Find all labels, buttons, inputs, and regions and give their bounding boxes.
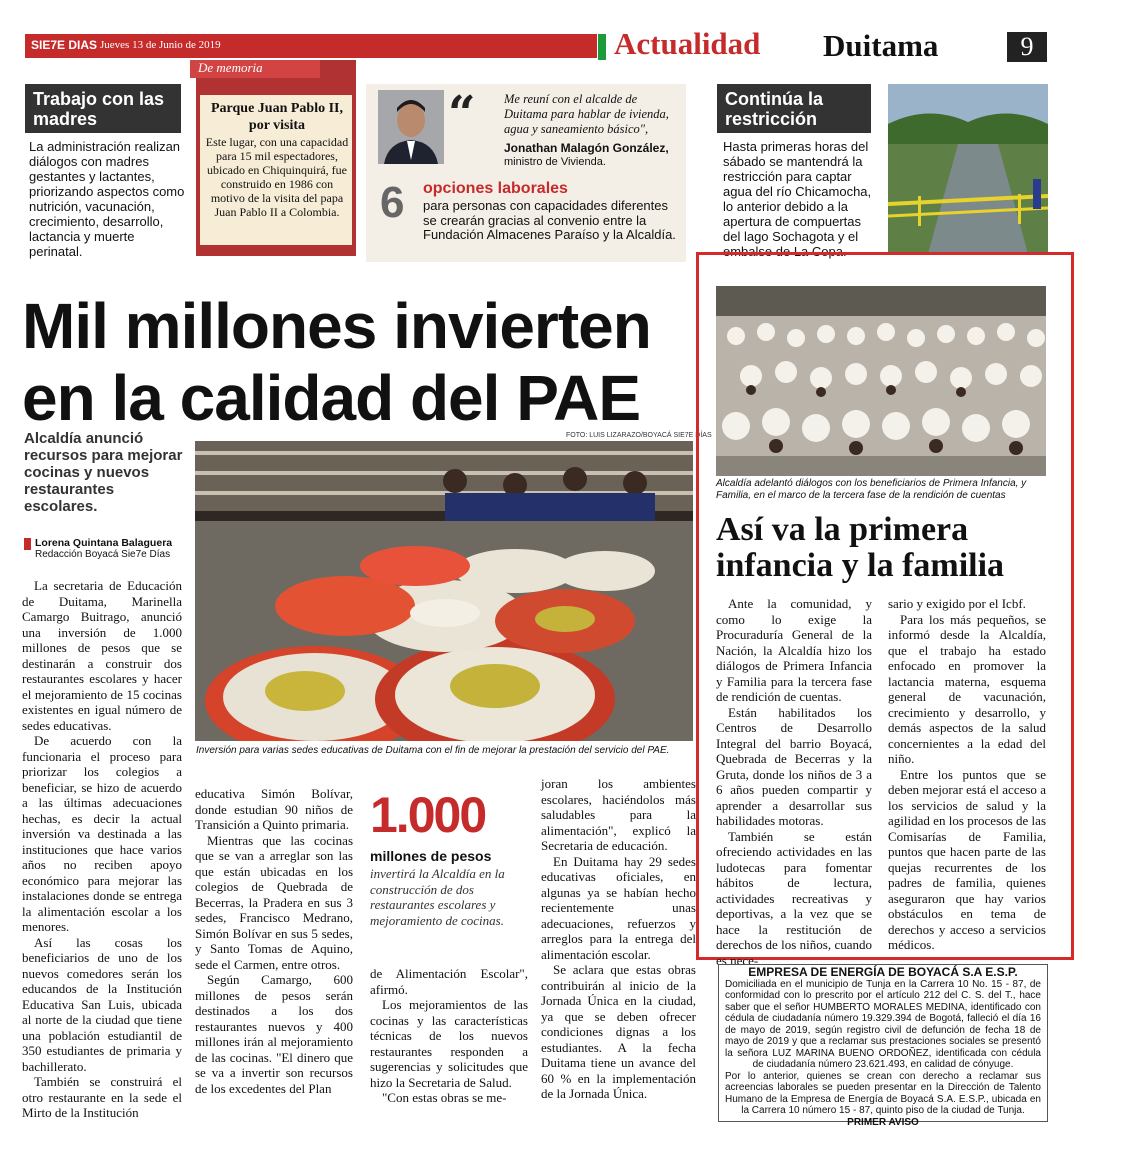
section-flag <box>598 34 606 60</box>
opciones-text: para personas con capacidades diferentes se crearán gracias al convenio entre la Fundación Almacenes Paraíso y la Alcaldía. <box>423 198 676 242</box>
notice-body: Domiciliada en el municipio de Tunja en la Carrera 10 No. 15 - 87, de conformidad con lo prescrito por el artículo 212 del C. S. del T., hace saber que el señor HUMBERTO MORALES MEDINA, identificado con cédula de ciudadanía número 19.329.394 de Bogotá, falleció el día 16 de mayo de 2019, según registro civil de defunción de fecha 18 de mayo de 2019 y que a reclamar sus prestaciones sociales se presentó la señora LUZ MARINA BUENO ORDOÑEZ, identificada con cédula de ciudadanía número 23.621.493, en calidad de cónyuge. <box>725 978 1041 1070</box>
notice-aviso: PRIMER AVISO <box>847 1116 919 1128</box>
byline-org: Redacción Boyacá Sie7e Días <box>35 549 171 560</box>
restriccion-text: Hasta primeras horas del sábado se mantendrá la restricción para captar agua del río Chicamocha, lo anterior debido a la apertura de compuertas del lago Sochagota y el embalse de La Copa. <box>723 139 872 259</box>
quote-marks-icon: “ <box>448 86 476 142</box>
minister-photo <box>378 90 444 164</box>
quote-role: ministro de Vivienda. <box>504 156 606 168</box>
paragraph: "Con estas obras se me- <box>382 1090 507 1105</box>
quote-author: Jonathan Malagón González, <box>504 141 669 155</box>
paragraph: En Duitama hay 29 sedes educativas oficiales, en algunas ya se habían hecho recientemente unas adecuaciones, refuerzos y arreglos para la entrega del alimentación escolar. <box>541 853 696 962</box>
paragraph: Según Camargo, 600 millones de pesos serán destinados a los dos restaurantes nuevos y 400 millones irán al mejoramiento de las cocinas. "El dinero que se va a invertir son recursos de los excedentes del Plan <box>195 972 353 1096</box>
paragraph: También se están ofreciendo actividades en las ludotecas para fomentar hábitos de lectura, actividades recreativas y deportivas, a la vez que se hace la restitución de derechos de los niños, cuando es nece- <box>716 828 872 968</box>
paragraph: La secretaria de Educación de Duitama, Marinella Camargo Buitrago, anunció una inversión de 1.000 millones de pesos que se destinarán a construir dos restaurantes escolares y hacer el mejoramiento de 15 cocinas existentes en igual número de sedes educativas. <box>22 578 182 733</box>
legal-notice <box>718 964 1048 1128</box>
paragraph: Se aclara que estas obras contribuirán al inicio de la Jornada Única en la ciudad, ya que se deben ofrecer condiciones dignas a los estudiantes. A la fecha Duitama tiene un avance del 60 % en la implementación de la Jornada Única. <box>541 962 696 1101</box>
side-headline: Así va la primera infancia y la familia <box>716 511 1005 584</box>
memoria-text: Este lugar, con una capacidad para 15 mil espectadores, ubicado en Chiquinquirá, fue construido en 1986 con motivo de la visita del papa Juan Pablo II a Colombia. <box>205 135 349 219</box>
paragraph: Mientras que las cocinas que se van a arreglar son las que están ubicadas en los colegios de Quebrada de Becerras, la Pradera en sus 3 sedes, Francisco Medrano, Simón Bolívar en sus 5 sedes, y Santo Tomas de Aquino, sede el Carmen, entre otros. <box>195 832 353 972</box>
paragraph: De acuerdo con la funcionaria el proceso para priorizar los colegios a beneficiar, se hizo de acuerdo a las últimas adecuaciones hechas, es decir la actual inversión va destinada a las instituciones que hace varios años no reciben apoyo económico para mejorar las instalaciones donde se entrega la alimentación escolar a los menores. <box>22 733 182 934</box>
main-column-3 <box>370 966 528 1106</box>
main-subhead: Alcaldía anunció recursos para mejorar cocinas y nuevos restaurantes escolares. <box>24 430 183 515</box>
madres-title: Trabajo con las madres <box>25 84 181 133</box>
river-photo <box>888 84 1048 254</box>
paragraph: También se construirá el otro restaurante en la sede el Mirto de la Institución <box>22 1074 182 1120</box>
main-column-4 <box>541 776 696 1102</box>
restriccion-title: Continúa la restricción <box>717 84 871 133</box>
memoria-tab: De memoria <box>190 60 320 78</box>
opciones-title: opciones laborales <box>423 180 568 197</box>
madres-text: La administración realizan diálogos con madres gestantes y lactantes, priorizando aspectos como nutrición, vacunación, crecimiento, desarrollo, lactancia y muerte perinatal. <box>29 139 185 259</box>
section-city: Duitama <box>823 28 939 63</box>
highlight-number: 1.000 <box>370 787 486 843</box>
paragraph: Están habilitados los Centros de Desarrollo Integral del barrio Boyacá, Quebrada de Becerras y la Gruta, donde los niños de 3 a 6 años pueden compartir y aprender a desarrollar sus habilidades motoras. <box>716 704 872 828</box>
notice-title: EMPRESA DE ENERGÍA DE BOYACÁ S.A E.S.P. <box>748 965 1018 979</box>
paragraph: educativa Simón Bolívar, donde estudian 90 niños de Transición a Quinto primaria. <box>195 786 353 832</box>
opciones-number: 6 <box>380 178 405 227</box>
notice-body: Por lo anterior, quienes se crean con derecho a reclamar sus acreencias laborales se pueden presentar en la Dirección de Talento Humano de la Empresa de Energía de Boyacá S.A. E.S.P., ubicada en la Carrera 10 número 15 - 87, quinto piso de la ciudad de Tunja. <box>725 1070 1041 1116</box>
paragraph: sario y exigido por el Icbf. <box>888 596 1026 611</box>
byline-name: Lorena Quintana Balaguera <box>35 537 173 549</box>
side-column-2 <box>888 596 1046 953</box>
side-column-1 <box>716 596 872 968</box>
photo-credit: FOTO: LUIS LIZARAZO/BOYACÁ SIE7E DÍAS <box>566 432 712 439</box>
main-column-2 <box>195 786 353 1096</box>
memoria-title: Parque Juan Pablo II, por visita <box>211 101 343 133</box>
quote-text: Me reuní con el alcalde de Duitama para hablar de ivienda, agua y saneamiento básico", <box>504 92 669 136</box>
crowd-photo <box>716 286 1046 476</box>
food-plates-photo <box>195 441 693 741</box>
paragraph: Para los más pequeños, se informó desde la Alcaldía, que el trabajo ha estado enfocado en promover la lactancia materna, esquema general de vacunación, crecimiento y desarrollo, y demás aspectos de la salud concernientes a la edad del niño. <box>888 611 1046 766</box>
byline-marker <box>24 538 31 550</box>
crowd-photo-caption: Alcaldía adelantó diálogos con los beneficiarios de Primera Infancia, y Familia, en el marco de la tercera fase de la rendición de cuentas <box>716 478 1027 501</box>
paragraph: Los mejoramientos de las cocinas y las características técnicas de los nuevos restaurantes responden a sugerencias y solicitudes que hizo la Secretaria de Salud. <box>370 997 528 1090</box>
main-photo-caption: Inversión para varias sedes educativas de Duitama con el fin de mejorar la prestación del servicio del PAE. <box>196 745 670 756</box>
main-column-1 <box>22 578 182 1121</box>
main-headline: Mil millones invierten en la calidad del PAE <box>22 290 651 434</box>
issue-date: Jueves 13 de Junio de 2019 <box>100 39 221 51</box>
paragraph: Entre los puntos que se deben mejorar está el acceso a los servicios de salud y la agilidad en los procesos de las Comisarías de Familia, puntos que hacen parte de las quejas recurrentes de los padres de familia, quienes aseguraron que hay varios obstáculos en tema de derechos y acceso a servicios médicos. <box>888 766 1046 952</box>
paragraph: de Alimentación Escolar", afirmó. <box>370 966 528 997</box>
header-bar <box>25 34 597 58</box>
paragraph: joran los ambientes escolares, haciéndolos más saludables para la alimentación", explicó la Secretaria de educación. <box>541 776 696 853</box>
highlight-text: invertirá la Alcaldía en la construcción de dos restaurantes escolares y mejoramiento de cocinas. <box>370 866 505 928</box>
page-number: 9 <box>1007 32 1047 62</box>
highlight-label: millones de pesos <box>370 848 492 864</box>
brand-name: SIE7E DIAS <box>31 38 98 52</box>
paragraph: Así las cosas los beneficiarios de uno de los nuevos comedores serán los educandos de la Institución Educativa San Luis, ubicada al norte de la ciudad que tiene una población estudiantil de 350 estudiantes de primaria y bachillerato. <box>22 934 182 1074</box>
section-title: Actualidad <box>614 26 761 61</box>
paragraph: Ante la comunidad, y como lo exige la Procuraduría General de la Nación, la Alcaldía hizo los diálogos de Primera Infancia y Familia para la tercera fase de rendición de cuentas. <box>716 596 872 704</box>
